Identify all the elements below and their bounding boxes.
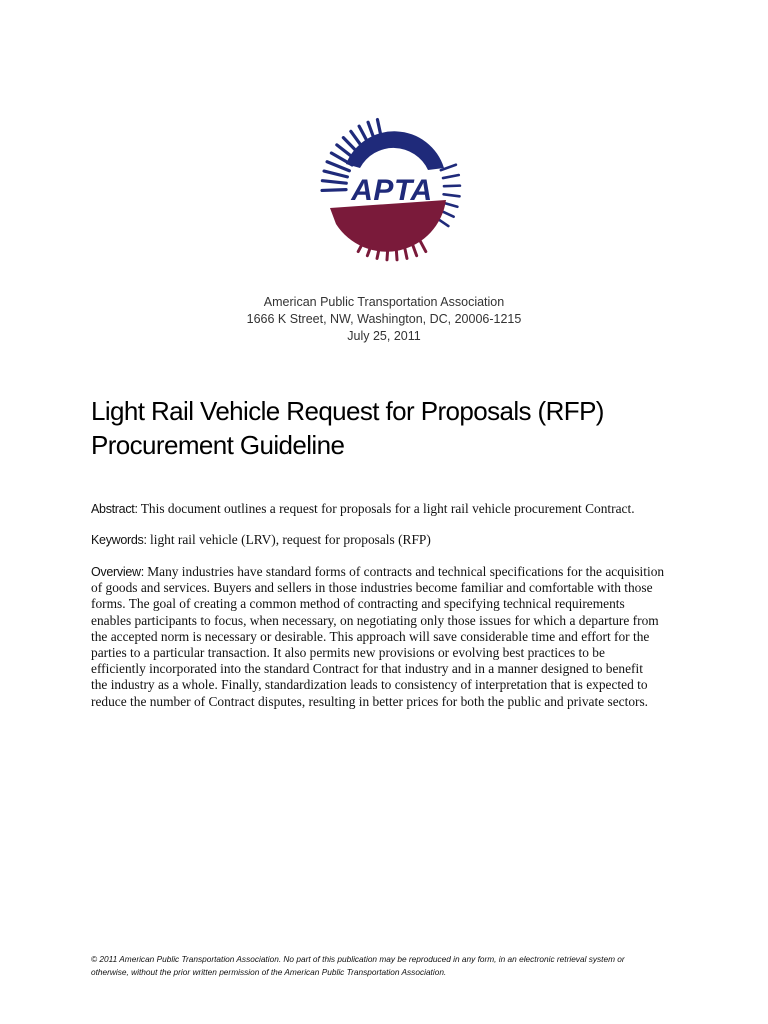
- organization-address: 1666 K Street, NW, Washington, DC, 20006-1215: [246, 312, 522, 326]
- keywords-label: Keywords:: [91, 533, 147, 547]
- overview-text: Many industries have standard forms of contracts and technical specifications for the acquisition: [143, 564, 665, 579]
- logo-bottom-band: [330, 200, 446, 252]
- overview-line: reduce the number of Contract disputes, resulting in better prices for both the public and private sectors.: [91, 693, 649, 709]
- logo-ray: [444, 194, 460, 196]
- copyright-notice: [91, 953, 691, 978]
- overview-label: Overview:: [91, 565, 144, 579]
- document-title-line-2: Procurement Guideline: [91, 430, 345, 460]
- logo-top-band: [346, 131, 444, 170]
- overview-line: of goods and services. Buyers and sellers in those industries become familiar and comfortable with those: [91, 580, 653, 596]
- publication-date: July 25, 2011: [347, 329, 421, 343]
- abstract-paragraph: [91, 501, 681, 517]
- overview-line: enables participants to focus, when necessary, on negotiating only those issues for which a departure from: [91, 612, 659, 628]
- keywords-paragraph: [91, 532, 681, 548]
- overview-line: [91, 564, 681, 580]
- copyright-line-1: © 2011 American Public Transportation Association. No part of this publication may be reproduced in any form, in an electronic retrieval system or: [91, 954, 625, 964]
- logo-wordmark: APTA: [351, 174, 433, 207]
- abstract-label: Abstract:: [91, 502, 138, 516]
- logo-ray: [444, 186, 460, 187]
- overview-line: parties to a particular transaction. It also permits new provisions or evolving best practices to be: [91, 645, 605, 661]
- copyright-line-2: otherwise, without the prior written permission of the American Public Transportation Association.: [91, 966, 447, 977]
- abstract-text: This document outlines a request for proposals for a light rail vehicle procurement Contract.: [137, 501, 635, 516]
- logo-ray: [443, 175, 459, 178]
- overview-paragraph: [91, 564, 681, 710]
- overview-line: the industry as a whole. Finally, standardization leads to consistency of interpretation that is expected to: [91, 677, 648, 693]
- overview-line: forms. The goal of creating a common method of contracting and specifying technical requirements: [91, 596, 625, 612]
- logo-ray: [322, 190, 346, 191]
- organization-info: [0, 294, 768, 345]
- keywords-text: light rail vehicle (LRV), request for proposals (RFP): [146, 532, 431, 547]
- overview-line: the accepted norm is necessary or desirable. This approach will save considerable time and effort for the: [91, 628, 650, 644]
- logo-ray: [322, 181, 346, 184]
- organization-name: American Public Transportation Association: [263, 295, 505, 309]
- logo-ray: [324, 171, 347, 177]
- document-title: [91, 394, 691, 462]
- apta-logo: [316, 112, 468, 264]
- overview-line: efficiently incorporated into the standard Contract for that industry and in a manner designed to benefit: [91, 661, 643, 677]
- document-title-line-1: Light Rail Vehicle Request for Proposals (RFP): [91, 396, 604, 426]
